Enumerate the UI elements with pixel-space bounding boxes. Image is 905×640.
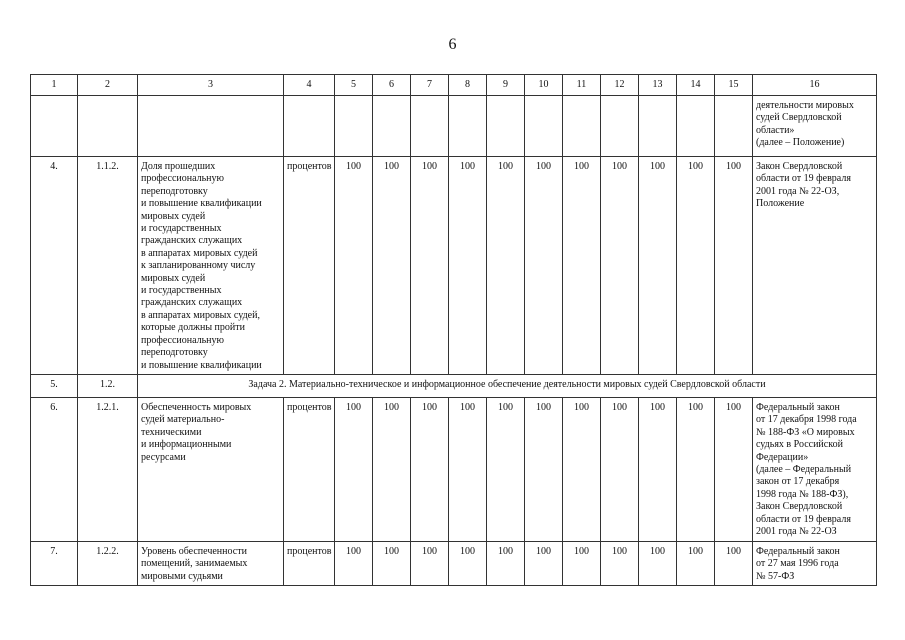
value-cell: 100 xyxy=(525,541,563,585)
value-cell: 100 xyxy=(449,541,487,585)
source-cell: Закон Свердловской области от 19 февраля 2001 года № 22-ОЗ, Положение xyxy=(753,157,877,375)
row-code: 1.2.2. xyxy=(78,541,138,585)
unit-cell: процентов xyxy=(284,397,335,541)
value-cell: 100 xyxy=(335,397,373,541)
indicator-name: Уровень обеспеченности помещений, занимаемых мировыми судьями xyxy=(138,541,284,585)
value-cell xyxy=(411,96,449,157)
value-cell: 100 xyxy=(411,541,449,585)
value-cell: 100 xyxy=(639,397,677,541)
value-cell xyxy=(373,96,411,157)
value-cell: 100 xyxy=(601,397,639,541)
row-code: 1.2. xyxy=(78,374,138,397)
value-cell: 100 xyxy=(639,541,677,585)
row-code: 1.1.2. xyxy=(78,157,138,375)
value-cell: 100 xyxy=(677,397,715,541)
value-cell: 100 xyxy=(373,541,411,585)
value-cell: 100 xyxy=(411,397,449,541)
source-cell: Федеральный закон от 17 декабря 1998 года № 188-ФЗ «О мировых судьях в Российской Федерации» (далее – Федеральный закон от 17 декабря 1998 года № 188-ФЗ), Закон Свердловской области от 19 февраля 2001 года № 22-ОЗ xyxy=(753,397,877,541)
value-cell: 100 xyxy=(563,397,601,541)
value-cell: 100 xyxy=(335,541,373,585)
header-cell: 9 xyxy=(487,75,525,96)
value-cell: 100 xyxy=(601,157,639,375)
value-cell: 100 xyxy=(487,541,525,585)
row-number: 5. xyxy=(31,374,78,397)
row-code xyxy=(78,96,138,157)
value-cell: 100 xyxy=(449,157,487,375)
value-cell xyxy=(449,96,487,157)
table-row xyxy=(31,397,877,541)
value-cell xyxy=(639,96,677,157)
value-cell: 100 xyxy=(677,157,715,375)
task-title: Задача 2. Материально-техническое и информационное обеспечение деятельности мировых судей Свердловской области xyxy=(138,374,877,397)
table-row xyxy=(31,541,877,585)
value-cell: 100 xyxy=(373,397,411,541)
row-number: 4. xyxy=(31,157,78,375)
value-cell: 100 xyxy=(563,541,601,585)
table-header-row xyxy=(31,75,877,96)
header-cell: 3 xyxy=(138,75,284,96)
value-cell: 100 xyxy=(715,157,753,375)
value-cell: 100 xyxy=(373,157,411,375)
indicator-name: Доля прошедших профессиональную переподготовку и повышение квалификации мировых судей и государственных гражданских служащих в аппаратах мировых судей к запланированному числу мировых судей и государственных гражданских служащих в аппаратах мировых судей, которые должны пройти профессиональную переподготовку и повышение квалификации xyxy=(138,157,284,375)
row-code: 1.2.1. xyxy=(78,397,138,541)
value-cell: 100 xyxy=(525,397,563,541)
value-cell: 100 xyxy=(601,541,639,585)
source-cell: деятельности мировых судей Свердловской области» (далее – Положение) xyxy=(753,96,877,157)
source-cell: Федеральный закон от 27 мая 1996 года № 57-ФЗ xyxy=(753,541,877,585)
header-cell: 14 xyxy=(677,75,715,96)
value-cell: 100 xyxy=(487,157,525,375)
indicators-table xyxy=(30,74,877,586)
row-number xyxy=(31,96,78,157)
value-cell xyxy=(487,96,525,157)
row-number: 7. xyxy=(31,541,78,585)
header-cell: 15 xyxy=(715,75,753,96)
table-row xyxy=(31,96,877,157)
value-cell xyxy=(525,96,563,157)
value-cell: 100 xyxy=(715,397,753,541)
value-cell xyxy=(677,96,715,157)
indicator-name: Обеспеченность мировых судей материально- техническими и информационными ресурсами xyxy=(138,397,284,541)
table-row xyxy=(31,157,877,375)
task-row xyxy=(31,374,877,397)
header-cell: 2 xyxy=(78,75,138,96)
header-cell: 13 xyxy=(639,75,677,96)
unit-cell: процентов xyxy=(284,541,335,585)
value-cell: 100 xyxy=(677,541,715,585)
header-cell: 1 xyxy=(31,75,78,96)
value-cell: 100 xyxy=(715,541,753,585)
value-cell xyxy=(335,96,373,157)
value-cell: 100 xyxy=(487,397,525,541)
unit-cell xyxy=(284,96,335,157)
header-cell: 16 xyxy=(753,75,877,96)
value-cell xyxy=(601,96,639,157)
header-cell: 10 xyxy=(525,75,563,96)
value-cell: 100 xyxy=(525,157,563,375)
header-cell: 8 xyxy=(449,75,487,96)
header-cell: 6 xyxy=(373,75,411,96)
value-cell: 100 xyxy=(639,157,677,375)
value-cell xyxy=(715,96,753,157)
header-cell: 4 xyxy=(284,75,335,96)
header-cell: 7 xyxy=(411,75,449,96)
value-cell: 100 xyxy=(411,157,449,375)
indicator-name xyxy=(138,96,284,157)
row-number: 6. xyxy=(31,397,78,541)
header-cell: 5 xyxy=(335,75,373,96)
value-cell: 100 xyxy=(563,157,601,375)
header-cell: 11 xyxy=(563,75,601,96)
unit-cell: процентов xyxy=(284,157,335,375)
value-cell: 100 xyxy=(335,157,373,375)
value-cell xyxy=(563,96,601,157)
value-cell: 100 xyxy=(449,397,487,541)
header-cell: 12 xyxy=(601,75,639,96)
page-number: 6 xyxy=(448,36,457,53)
